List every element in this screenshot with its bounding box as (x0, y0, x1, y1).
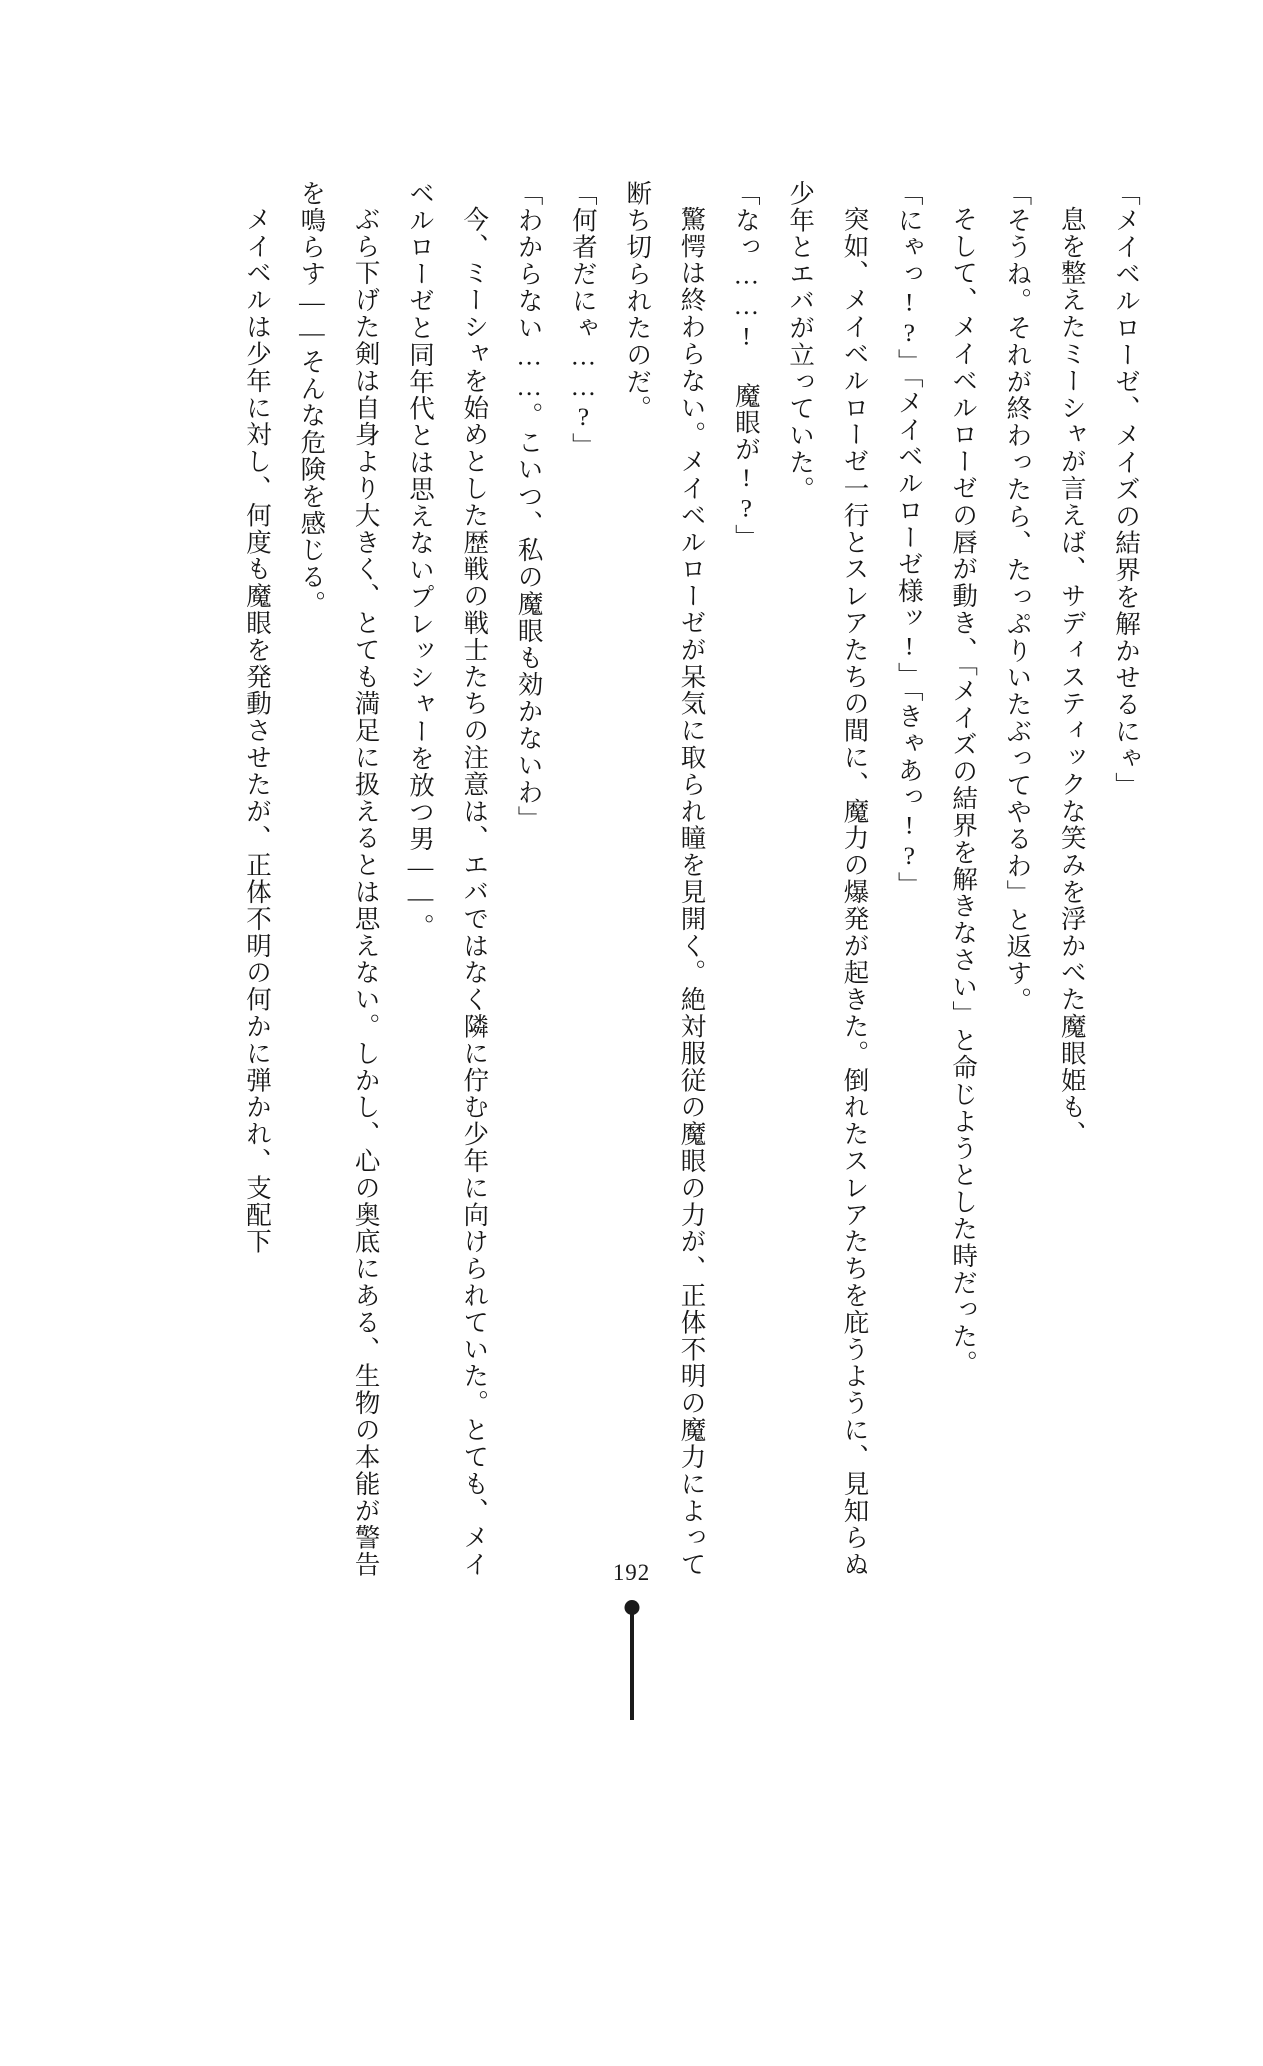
text-line: メイベルは少年に対し、何度も魔眼を発動させたが、正体不明の何かに弾かれ、支配下 (243, 205, 272, 1255)
text-line: 息を整えたミーシャが言えば、サディスティックな笑みを浮かべた魔眼姫も、 (1057, 205, 1087, 1148)
text-line: 驚愕は終わらない。メイベルローゼが呆気に取られ瞳を見開く。絶対服従の魔眼の力が、正体不明の魔力によって断ち切られたのだ。 (623, 180, 707, 1578)
text-line: 「にゃっ!?」「メイベルローゼ様ッ!」「きゃあっ!?」 (894, 180, 924, 899)
text-line: 「そうね。それが終わったら、たっぷりいたぶってやるわ」と返す。 (1003, 180, 1033, 1014)
text-line: 「メイベルローゼ、メイズの結界を解かせるにゃ」 (1112, 180, 1141, 799)
text-line: 「何者だにゃ……?」 (568, 180, 598, 460)
page-ornament-icon (617, 1600, 647, 1720)
ornament-stem-icon (630, 1614, 634, 1720)
ornament-dot-icon (624, 1600, 639, 1615)
page-number: 192 (612, 1560, 651, 1585)
text-line: 「わからない……。こいつ、私の魔眼も効かないわ」 (514, 180, 544, 833)
text-line: 今、ミーシャを始めとした歴戦の戦士たちの注意は、エバではなく隣に佇む少年に向けられていた。とても、メイベルローゼと同年代とは思えないプレッシャーを放つ男——。 (405, 180, 490, 1578)
text-line: 「なっ……! 魔眼が!?」 (731, 180, 761, 551)
vertical-text-body (93, 180, 1153, 1580)
text-line: そして、メイベルローゼの唇が動き、「メイズの結界を解きなさい」と命じようとした時だった。 (949, 205, 979, 1377)
text-line: 突如、メイベルローゼ一行とスレアたちの間に、魔力の爆発が起きた。倒れたスレアたちを庇うように、見知らぬ少年とエバが立っていた。 (786, 180, 870, 1578)
text-line: ぶら下げた剣は自身より大きく、とても満足に扱えるとは思えない。しかし、心の奥底にある、生物の本能が警告を鳴らす——そんな危険を感じる。 (297, 180, 381, 1578)
